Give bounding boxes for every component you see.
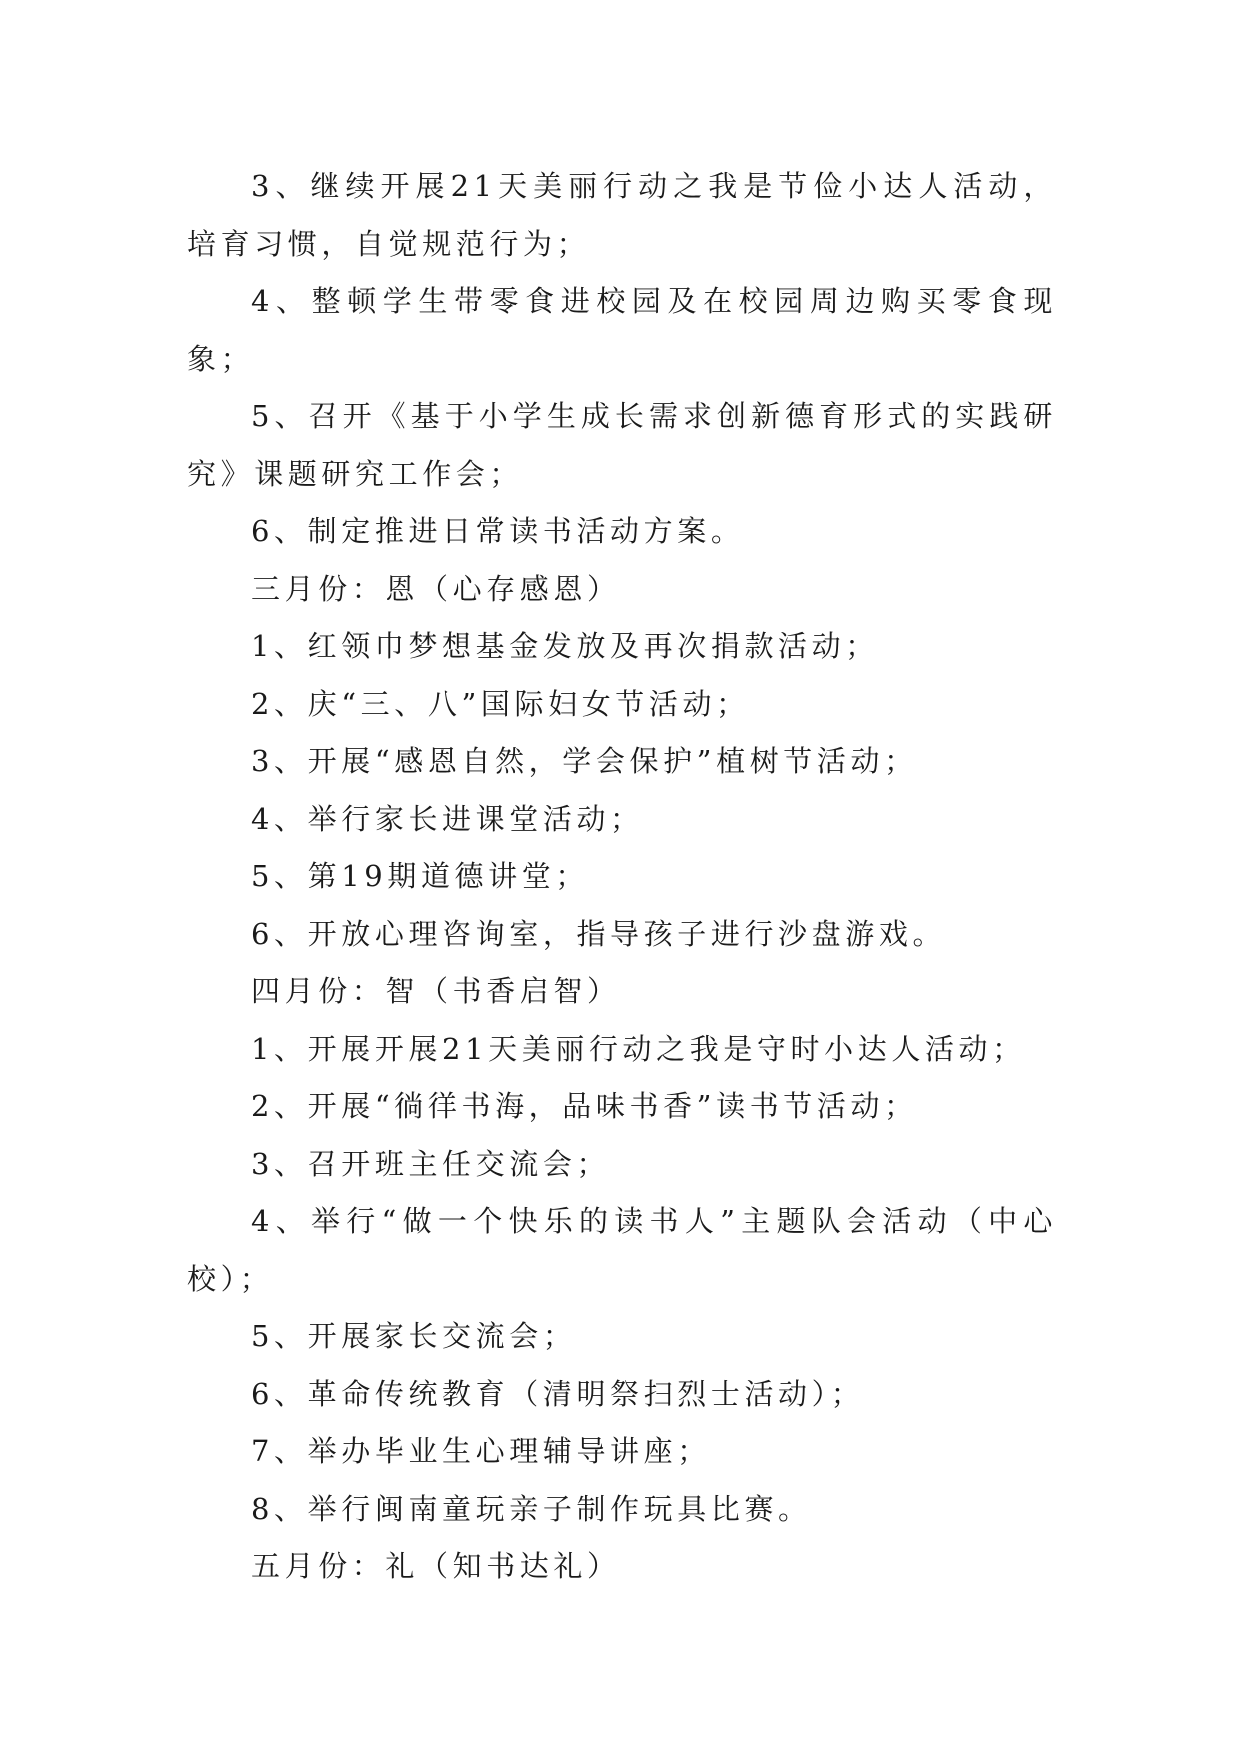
paragraph-march-item-2: 2、庆“三、八”国际妇女节活动； [251, 686, 750, 721]
paragraph-april-item-5: 5、开展家长交流会； [251, 1319, 577, 1353]
paragraph-april-item-4: 4、举行“做一个快乐的读书人”主题队会活动（中心校）； [187, 1204, 1057, 1296]
paragraph-april-item-6: 6、革命传统教育（清明祭扫烈士活动）； [251, 1376, 865, 1411]
paragraph-april-item-7: 7、举办毕业生心理辅导讲座； [251, 1434, 711, 1468]
paragraph-item-6-reading-plan: 6、制定推进日常读书活动方案。 [251, 514, 745, 548]
paragraph-march-item-5: 5、第19期道德讲堂； [251, 859, 589, 893]
paragraph-march-item-1: 1、红领巾梦想基金发放及再次捐款活动； [251, 629, 879, 663]
paragraph-march-item-3: 3、开展“感恩自然，学会保护”植树节活动； [251, 744, 918, 778]
section-heading-april: 四月份：智（书香启智） [251, 974, 621, 1008]
paragraph-april-item-8: 8、举行闽南童玩亲子制作玩具比赛。 [251, 1491, 812, 1526]
paragraph-april-item-3: 3、召开班主任交流会； [251, 1146, 611, 1181]
paragraph-april-item-1: 1、开展开展21天美丽行动之我是守时小达人活动； [251, 1031, 1026, 1066]
section-heading-may: 五月份：礼（知书达礼） [251, 1549, 621, 1583]
paragraph-item-3-thrift: 3、继续开展21天美丽行动之我是节俭小达人活动，培育习惯，自觉规范行为； [187, 169, 1057, 261]
paragraph-march-item-4: 4、举行家长进课堂活动； [251, 801, 644, 836]
document-body [187, 158, 1057, 1596]
paragraph-april-item-2: 2、开展“徜徉书海，品味书香”读书节活动； [251, 1089, 918, 1123]
paragraph-item-5-research-meeting: 5、召开《基于小学生成长需求创新德育形式的实践研究》课题研究工作会； [187, 399, 1057, 491]
paragraph-item-4-snacks: 4、整顿学生带零食进校园及在校园周边购买零食现象； [187, 284, 1057, 376]
paragraph-march-item-6: 6、开放心理咨询室，指导孩子进行沙盘游戏。 [251, 916, 947, 951]
section-heading-march: 三月份：恩（心存感恩） [251, 571, 621, 606]
